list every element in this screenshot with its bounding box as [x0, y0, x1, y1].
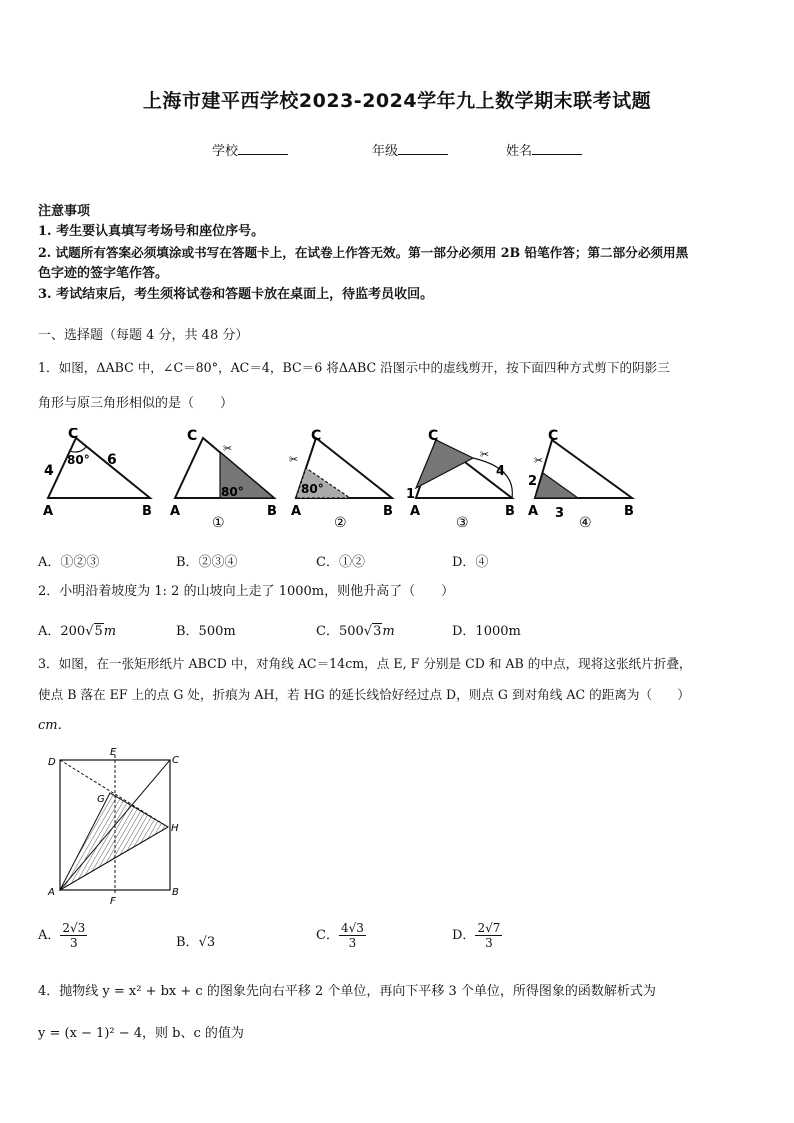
figure-4 — [528, 428, 634, 528]
svg-text:A: A — [410, 504, 421, 519]
name-field[interactable] — [506, 140, 582, 159]
scissors-icon: ✂ — [534, 454, 544, 467]
q1-line2: 角形与原三角形相似的是（ ） — [38, 396, 234, 411]
q2-option-c[interactable]: C．500√3m — [316, 624, 395, 639]
label-d: D — [48, 757, 56, 768]
q3-line2: 使点 B 落在 EF 上的点 G 处，折痕为 AH，若 HG 的延长线恰好经过点 D，则点 G 到对角线 AC 的距离为（ ） — [38, 687, 690, 702]
scissors-icon: ✂ — [480, 448, 490, 461]
svg-text:①: ① — [212, 515, 225, 528]
label-b: B — [142, 504, 152, 519]
grade-field[interactable] — [372, 140, 448, 159]
q3-figure — [40, 745, 190, 905]
svg-text:4: 4 — [496, 464, 506, 479]
svg-text:④: ④ — [579, 515, 592, 528]
q1-option-a[interactable]: A．①②③ — [38, 555, 100, 570]
figure-3 — [406, 428, 515, 528]
svg-text:80°: 80° — [221, 485, 244, 499]
notice-item: 1. 考生要认真填写考场号和座位序号。 — [38, 224, 265, 239]
svg-text:A: A — [170, 504, 181, 519]
q4-line2: y = (x − 1)² − 4，则 b、c 的值为 — [38, 1026, 244, 1041]
svg-text:C: C — [311, 428, 322, 444]
q3-option-a[interactable]: A． $\frac{2√3}{3}$ — [38, 921, 86, 950]
grade-label: 年级 — [372, 144, 399, 159]
svg-text:B: B — [267, 504, 277, 519]
notice-heading: 注意事项 — [38, 204, 91, 219]
svg-text:B: B — [383, 504, 393, 519]
q3-line3: cm． — [38, 718, 71, 733]
q2-option-d[interactable]: D．1000m — [452, 624, 521, 639]
q2-option-a[interactable]: A．200√5m — [38, 624, 117, 639]
label-h: H — [171, 823, 179, 834]
q3-option-d[interactable]: D． $\frac{2√7}{3}$ — [452, 921, 501, 950]
label-ac: 4 — [44, 463, 54, 479]
svg-text:3: 3 — [555, 506, 565, 521]
q3-option-c[interactable]: C． $\frac{4√3}{3}$ — [316, 921, 364, 950]
q3-option-b[interactable]: B．√3 — [176, 935, 216, 950]
q2-line1: 2．小明沿着坡度为 1: 2 的山坡向上走了 1000m，则他升高了（ ） — [38, 584, 455, 599]
label-a: A — [48, 887, 55, 898]
q1-option-c[interactable]: C．①② — [316, 555, 365, 570]
svg-text:C: C — [187, 428, 198, 444]
q3-line1: 3．如图，在一张矩形纸片 ABCD 中，对角线 AC＝14cm，点 E, F 分别是 CD 和 AB 的中点，现将这张纸片折叠， — [38, 656, 692, 671]
q1-option-d[interactable]: D．④ — [452, 555, 489, 570]
q1-option-b[interactable]: B．②③④ — [176, 555, 238, 570]
svg-text:②: ② — [334, 515, 347, 528]
notice-item: 2. 试题所有答案必须填涂或书写在答题卡上，在试卷上作答无效。第一部分必须用 2B 铅笔作答；第二部分必须用黑 — [38, 245, 689, 260]
name-label: 姓名 — [506, 144, 533, 159]
school-label: 学校 — [212, 144, 239, 159]
q2-option-b[interactable]: B．500m — [176, 624, 236, 639]
svg-text:80°: 80° — [301, 482, 324, 496]
svg-text:B: B — [624, 504, 634, 519]
label-f: F — [110, 896, 116, 905]
svg-text:2: 2 — [528, 474, 538, 489]
scissors-icon: ✂ — [289, 453, 299, 466]
svg-text:③: ③ — [456, 515, 469, 528]
svg-text:1: 1 — [406, 487, 416, 502]
svg-text:C: C — [428, 428, 439, 444]
section-heading: 一、选择题（每题 4 分，共 48 分） — [38, 328, 249, 343]
label-angle: 80° — [67, 453, 90, 467]
label-c: C — [172, 755, 179, 766]
label-bc: 6 — [107, 452, 117, 468]
scissors-icon: ✂ — [223, 442, 233, 455]
notice-item: 色字迹的签字笔作答。 — [38, 266, 169, 281]
q4-line1: 4．抛物线 y = x² + bx + c 的图象先向右平移 2 个单位，再向下平移 3 个单位，所得图象的函数解析式为 — [38, 984, 656, 999]
label-b: B — [172, 887, 179, 898]
svg-text:A: A — [291, 504, 302, 519]
q1-figure — [38, 428, 638, 528]
label-g: G — [97, 794, 105, 805]
label-c: C — [68, 428, 79, 442]
school-field[interactable] — [212, 140, 288, 159]
figure-1 — [170, 428, 277, 528]
svg-text:B: B — [505, 504, 515, 519]
notice-item: 3. 考试结束后，考生须将试卷和答题卡放在桌面上，待监考员收回。 — [38, 287, 434, 302]
q1-line1: 1．如图，ΔABC 中，∠C＝80°，AC＝4，BC＝6 将ΔABC 沿图示中的虚线剪开，按下面四种方式剪下的阴影三 — [38, 360, 670, 375]
figure-2 — [289, 428, 393, 528]
svg-text:A: A — [528, 504, 539, 519]
original-triangle — [43, 428, 152, 519]
label-a: A — [43, 504, 54, 519]
svg-text:C: C — [548, 428, 559, 444]
page-title: 上海市建平西学校2023-2024学年九上数学期末联考试题 — [142, 90, 652, 112]
label-e: E — [110, 747, 117, 758]
